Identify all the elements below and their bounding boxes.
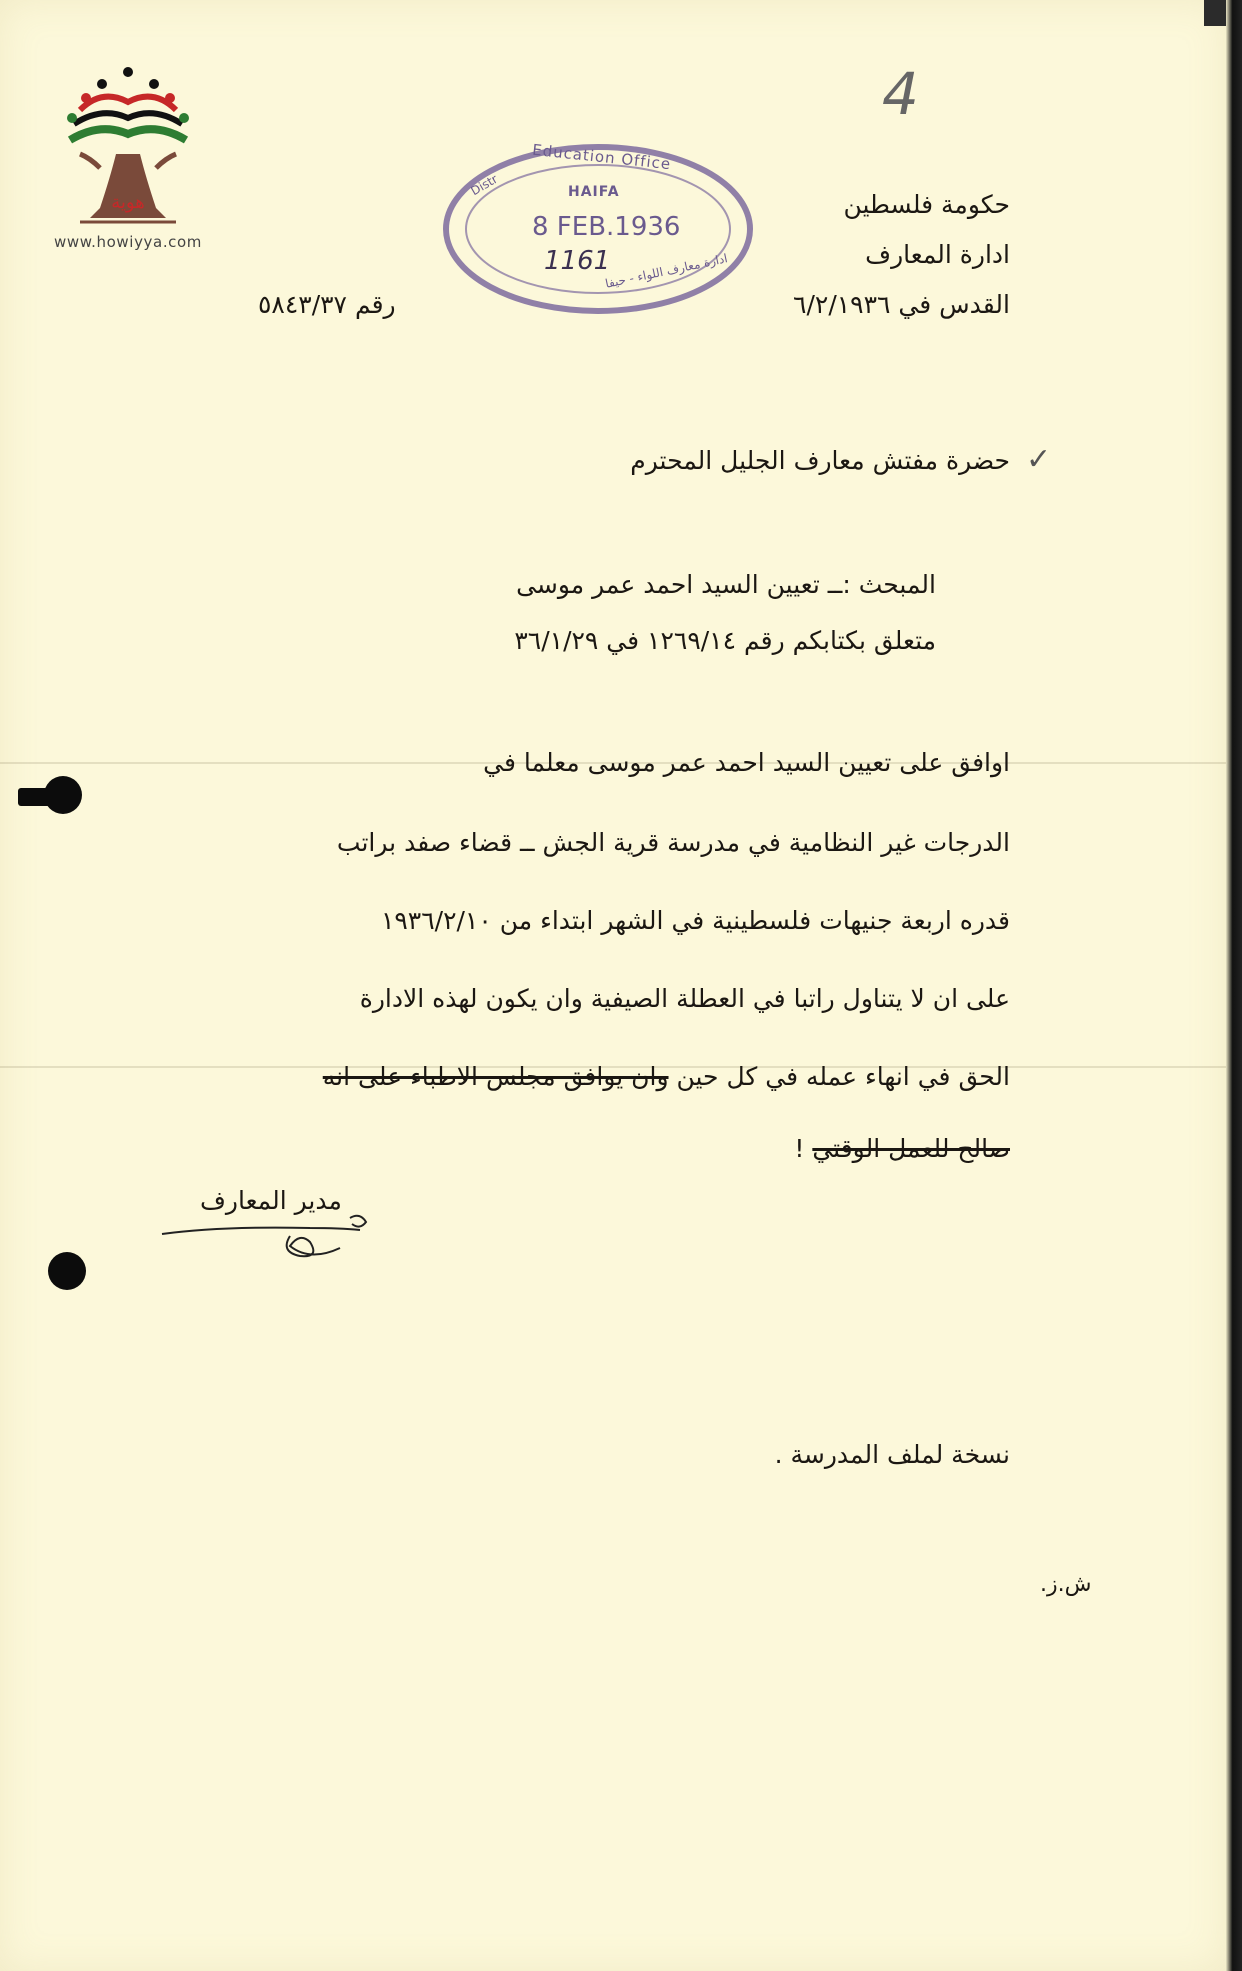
- tree-with-people-logo: [40, 58, 216, 258]
- header-place-date: القدس في ٦/٢/١٩٣٦: [793, 290, 1010, 319]
- body-line: [323, 1062, 1010, 1092]
- checkmark-icon: ✓: [1026, 442, 1052, 477]
- reference-number: رقم ٥٨٤٣/٣٧: [258, 290, 396, 319]
- stamp-number: 1161: [544, 246, 611, 276]
- body-line: [794, 1134, 1010, 1164]
- body-text-kept: الحق في انهاء عمله في كل حين: [676, 1062, 1010, 1091]
- handwritten-signature: [160, 1212, 390, 1272]
- addressee: حضرة مفتش معارف الجليل المحترم: [630, 446, 1010, 475]
- body-line: قدره اربعة جنيهات فلسطينية في الشهر ابتداء من ١٩٣٦/٢/١٠: [380, 906, 1010, 935]
- page-number: 4: [882, 60, 919, 128]
- svg-text:هوية: هوية: [111, 192, 145, 213]
- body-text-end: !: [794, 1134, 805, 1163]
- stamp-office: Education Office: [531, 140, 673, 174]
- office-stamp: [440, 140, 756, 318]
- page-edge: [1226, 0, 1242, 1971]
- body-line: اوافق على تعيين السيد احمد عمر موسى معلما في: [483, 748, 1010, 777]
- punch-hole: [48, 1252, 86, 1290]
- body-text-struck: صالح للعمل الوقتي: [812, 1134, 1010, 1163]
- header-department: ادارة المعارف: [865, 240, 1010, 269]
- stamp-arabic: ادارة معارف اللواء - حيفا: [603, 251, 729, 291]
- stamp-district: Distr: [468, 171, 501, 199]
- subject-line: المبحث :ــ تعيين السيد احمد عمر موسى: [516, 570, 936, 599]
- page-corner: [1204, 0, 1226, 26]
- people-icon: [67, 67, 189, 140]
- stamp-city: HAIFA: [568, 184, 620, 200]
- stamp-date: 8 FEB.1936: [532, 212, 681, 242]
- subject-reference: متعلق بكتابكم رقم ١٢٦٩/١٤ في ٣٦/١/٢٩: [514, 626, 936, 655]
- body-line: على ان لا يتناول راتبا في العطلة الصيفية وان يكون لهذه الادارة: [359, 984, 1010, 1013]
- copy-note: نسخة لملف المدرسة .: [774, 1440, 1010, 1469]
- body-line: الدرجات غير النظامية في مدرسة قرية الجش ــ قضاء صفد براتب: [336, 828, 1010, 857]
- body-text-struck: وان يوافق مجلس الاطباء على انه: [322, 1062, 669, 1091]
- signature-title: مدير المعارف: [200, 1186, 342, 1215]
- initials: ش.ز.: [1040, 1572, 1092, 1597]
- punch-hole: [44, 776, 82, 814]
- logo-url: www.howiyya.com: [53, 233, 203, 251]
- header-government: حكومة فلسطين: [843, 190, 1010, 219]
